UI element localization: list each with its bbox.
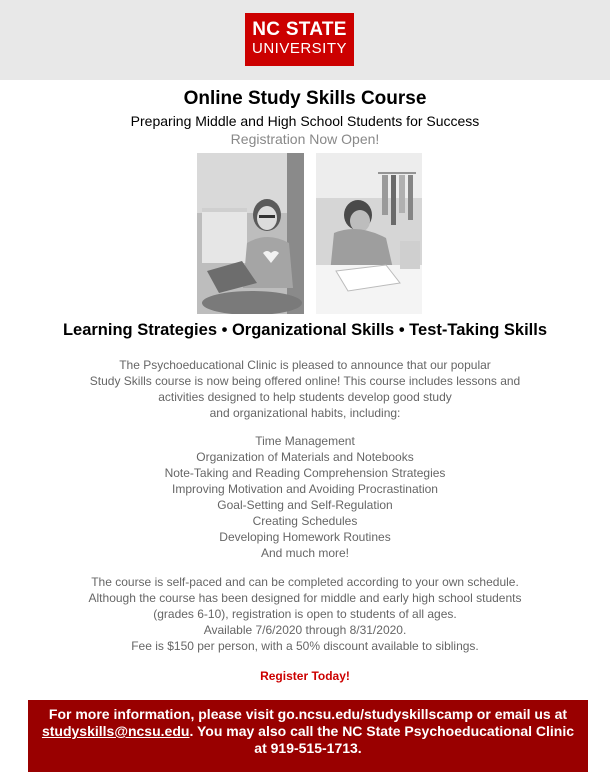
page-subtitle: Preparing Middle and High School Students for Success	[130, 113, 480, 129]
photo-girl-with-laptop	[197, 153, 304, 314]
footer-line3: at 919-515-1713.	[254, 740, 362, 756]
intro-paragraph	[0, 357, 610, 421]
footer-line2	[28, 723, 588, 740]
skills-headline: Learning Strategies • Organizational Skills • Test-Taking Skills	[62, 321, 548, 339]
logo-line1: NC STATE	[252, 19, 347, 40]
footer-line1: For more information, please visit go.ncsu.edu/studyskillscamp or email us at	[48, 706, 568, 722]
nc-state-logo	[245, 13, 354, 66]
topic-item: Creating Schedules	[252, 514, 358, 528]
topic-item: Goal-Setting and Self-Regulation	[217, 498, 393, 512]
intro-line: and organizational habits, including:	[209, 406, 401, 420]
logo-line2: UNIVERSITY	[251, 40, 347, 57]
contact-footer	[28, 700, 588, 772]
email-link[interactable]: studyskills@ncsu.edu	[41, 723, 190, 739]
details-line: Available 7/6/2020 through 8/31/2020.	[203, 623, 407, 637]
footer-line2-text: . You may also call the NC State Psychoeducational Clinic	[189, 723, 575, 739]
topic-item: Developing Homework Routines	[219, 530, 391, 544]
details-line: (grades 6-10), registration is open to students of all ages.	[153, 607, 457, 621]
intro-line: Study Skills course is now being offered online! This course includes lessons and	[89, 374, 521, 388]
topic-item: And much more!	[260, 546, 350, 560]
registration-status: Registration Now Open!	[230, 131, 380, 147]
details-paragraph	[0, 574, 610, 654]
topic-item: Organization of Materials and Notebooks	[196, 450, 414, 464]
topic-item: Note-Taking and Reading Comprehension Strategies	[164, 466, 446, 480]
topic-item: Improving Motivation and Avoiding Procrastination	[172, 482, 438, 496]
topics-list	[0, 433, 610, 561]
photo-student-studying	[316, 153, 422, 314]
topic-item: Time Management	[255, 434, 355, 448]
details-line: Fee is $150 per person, with a 50% discount available to siblings.	[131, 639, 479, 653]
intro-line: activities designed to help students develop good study	[158, 390, 452, 404]
details-line: Although the course has been designed for middle and early high school students	[88, 591, 522, 605]
intro-line: The Psychoeducational Clinic is pleased to announce that our popular	[119, 358, 491, 372]
page-title: Online Study Skills Course	[183, 88, 427, 109]
details-line: The course is self-paced and can be completed according to your own schedule.	[91, 575, 519, 589]
register-today-cta: Register Today!	[260, 669, 350, 683]
